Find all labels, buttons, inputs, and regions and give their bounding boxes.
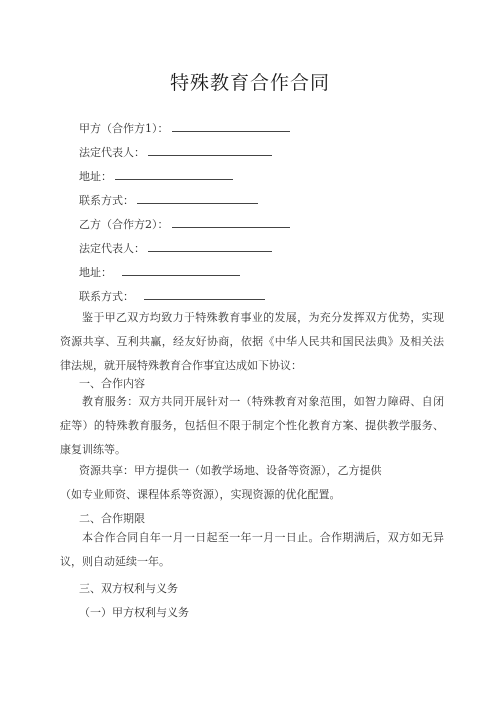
section-1-paragraph-2-line-2: （如专业师资、课程体系等资源），实现资源的优化配置。 — [60, 488, 341, 501]
party-b-contact-field — [79, 288, 265, 304]
party-b-address-field — [79, 264, 240, 280]
party-b-address-label: 地址： — [79, 266, 112, 279]
party-a-address-field — [79, 168, 233, 184]
section-1-paragraph-1: 教育服务：双方共同开展针对一（特殊教育对象范围，如智力障碍、自闭症等）的特殊教育服务，包括但不限于制定个性化教育方案、提供教学服务、康复训练等。 — [60, 395, 444, 456]
party-b-field — [79, 216, 290, 232]
party-a-representative-blank[interactable] — [148, 144, 272, 156]
party-a-representative-label: 法定代表人： — [79, 146, 145, 159]
party-a-field — [79, 120, 290, 136]
party-b-contact-blank[interactable] — [144, 288, 265, 300]
party-a-contact-label: 联系方式： — [79, 194, 134, 207]
intro-paragraph: 鉴于甲乙双方均致力于特殊教育事业的发展，为充分发挥双方优势，实现资源共享、互利共赢，经友好协商，依据《中华人民共和国民法典》及相关法律法规，就开展特殊教育合作事宜达成如下协议： — [60, 311, 444, 372]
party-a-label: 甲方（合作方1）： — [79, 122, 169, 135]
section-2-heading: 二、合作期限 — [79, 512, 145, 525]
party-b-contact-label: 联系方式： — [79, 290, 134, 303]
document-title: 特殊教育合作合同 — [169, 72, 330, 94]
section-1-paragraph-2-line-1: 资源共享：甲方提供一（如教学场地、设备等资源），乙方提供 — [79, 464, 382, 477]
party-a-contact-field — [79, 192, 258, 208]
party-b-blank[interactable] — [172, 216, 290, 228]
party-a-representative-field — [79, 144, 272, 160]
section-3-heading: 三、双方权利与义务 — [79, 582, 178, 595]
party-b-label: 乙方（合作方2）： — [79, 218, 169, 231]
party-b-representative-label: 法定代表人： — [79, 242, 145, 255]
section-1-heading: 一、合作内容 — [79, 377, 145, 390]
party-b-representative-blank[interactable] — [148, 240, 272, 252]
section-3-subheading-1: （一）甲方权利与义务 — [79, 606, 189, 619]
party-b-representative-field — [79, 240, 272, 256]
section-2-paragraph-1: 本合作合同自年一月一日起至一年一月一日止。合作期满后，双方如无异议，则自动延续一年。 — [60, 531, 444, 568]
party-a-address-blank[interactable] — [115, 168, 233, 180]
party-a-contact-blank[interactable] — [137, 192, 258, 204]
party-b-address-blank[interactable] — [122, 264, 240, 276]
party-a-address-label: 地址： — [79, 170, 112, 183]
party-a-blank[interactable] — [172, 120, 290, 132]
